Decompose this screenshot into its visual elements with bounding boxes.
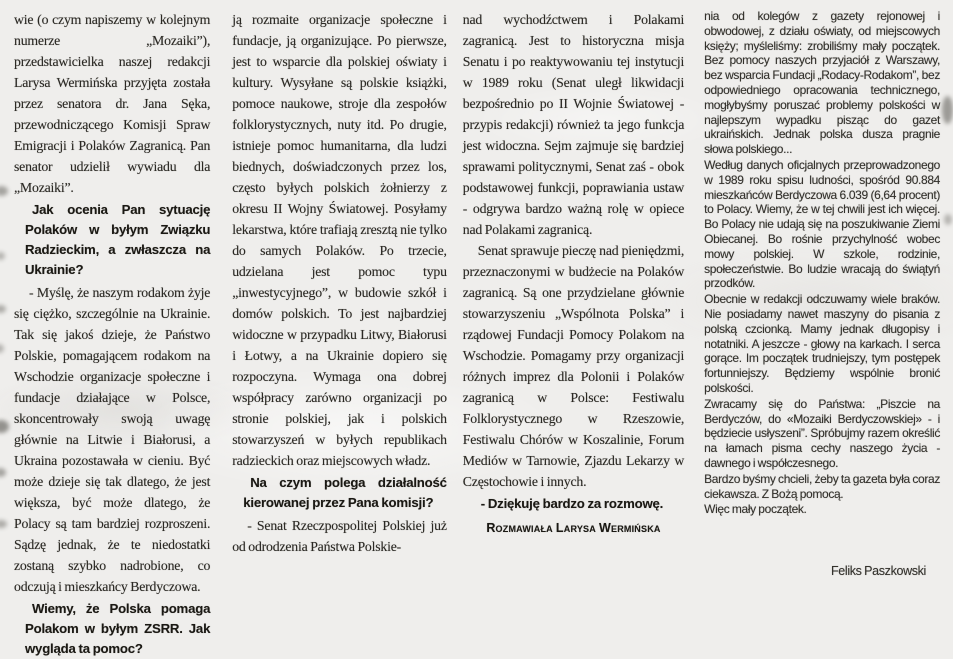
paragraph: nia od kolegów z gazety rejonowej i obwodowej, z działu oświaty, od miejscowych księży; myśleliśmy: zrobiliśmy mały początek. Bez pomocy naszych przyjaciół z Warszawy, bez wsparcia Fundacji „Rodacy-Rodakom”, bez odpowiedniego opracowania technicznego, mogłybyśmy poruszać problemy polskości w najlepszym wypadku pisząc do gazet ukraińskich. Jednak polska dusza pragnie słowa polskiego...: [704, 9, 940, 157]
paragraph-intro: wie (o czym napiszemy w kolejnym numerze „Mozaiki”), przedstawicielka naszej redakcji Larysa Wermińska przyjęta została przez senatora dr. Jana Sęka, przewodniczącego Komisji Spraw Emigracji i Polaków Zagranicą. Pan senator udzielił wywiadu dla „Mozaiki”.: [14, 12, 211, 195]
interview-answer: ją rozmaite organizacje społeczne i fundacje, ją organizujące. Po pierwsze, jest to wsparcie dla polskiej oświaty i kultury. Wysyłane są polskie książki, pomoce naukowe, stroje dla zespołów folklorystycznych, nuty itd. Po drugie, istnieje pomoc humanitarna, dla ludzi biednych, doświadczonych przez los, często byłych polskich żołnierzy z okresu II Wojny Światowej. Posyłamy lekarstwa, które trafiają zresztą nie tylko do samych Polaków. Po trzecie, udzielana jest pomoc typu „inwestycyjnego”, w budowie szkół i domów polskich. To jest najbardziej widoczne w przypadku Litwy, Białorusi i Łotwy, a na Ukrainie dopiero się rozpoczyna. Wymaga ona dobrej współpracy zarówno organizacji po stronie polskiej, jak i polskich stowarzyszeń w byłych republikach radzieckich oraz miejscowych władz.: [232, 12, 447, 468]
byline-author: Feliks Paszkowski: [831, 564, 926, 579]
column-2: [232, 9, 447, 593]
interview-answer: - Myślę, że naszym rodakom żyje się ciężko, szczególnie na Ukrainie. Tak się jakoś dzieje, że Państwo Polskie, pomagającem rodakom na Wschodzie organizacje społeczne i fundacje działające w Polsce, skoncentrowały swoją uwagę głównie na Litwie i Białorusi, a Ukraina pozostawała w cieniu. Być może dzieje się tak dlatego, że jest większa, być może dlatego, że Polacy są tam bardziej rozproszeni. Sądzę jednak, że te niedostatki zostaną szybko nadrobione, co odczują i mieszkańcy Berdyczowa.: [14, 285, 211, 594]
column-1: [14, 9, 211, 656]
interview-question: Jak ocenia Pan sytuację Polaków w byłym Związku Radzieckim, a zwłaszcza na Ukrainie?: [25, 202, 211, 277]
paragraph: Zwracamy się do Państwa: „Piszcie na Berdyczów, do «Mozaiki Berdyczowskiej» - i będziecie usłyszeni”. Spróbujmy razem określić na łamach pisma cechy naszego życia - dawnego i współczesnego.: [704, 396, 940, 470]
interview-question: Wiemy, że Polska pomaga Polakom w byłym ZSRR. Jak wygląda ta pomoc?: [25, 601, 211, 656]
interview-answer: Senat sprawuje pieczę nad pieniędzmi, przeznaczonymi w budżecie na Polaków zagranicą. Są one przydzielane głównie stowarzyszeniu „Wspólnota Polska” i rządowej Fundacji Pomocy Polakom na Wschodzie. Pomagamy przy organizacji różnych imprez dla Polonii i Polaków zagranicą w Polsce: Festiwalu Folklorystycznego w Rzeszowie, Festiwalu Chórów w Koszalinie, Forum Mediów w Tarnowie, Zjazdu Lekarzy w Częstochowie i innych.: [462, 243, 685, 489]
column-3: [463, 9, 684, 593]
interview-answer: - Senat Rzeczpospolitej Polskiej już od odrodzenia Państwa Polskie-: [232, 518, 447, 554]
paragraph: Według danych oficjalnych przeprowadzonego w 1989 roku spisu ludności, spośród 90.884 mieszkańców Berdyczowa 6.039 (6,64 procent) to Polacy. Wiemy, że w tej chwili jest ich więcej. Bo Polacy nie udają się na poszukiwanie Ziemi Obiecanej. Bo rośnie przychylność wobec mowy polskiej. W szkole, rodzinie, społeczeństwie. Bo ludzie wracają do świątyń przodków.: [704, 157, 940, 291]
interview-answer: nad wychodźctwem i Polakami zagranicą. Jest to historyczna misja Senatu i po reaktywowaniu tej instytucji w 1989 roku (Senat uległ likwidacji bezpośrednio po II Wojnie Światowej - przypis redakcji) również ta jego funkcja jest widoczna. Sejm zajmuje się bardziej sprawami politycznymi, Senat zaś - obok podstawowej funkcji, poprawiania ustaw - odgrywa bardzo ważną rolę w opiece nad Polakami zagranicą.: [462, 12, 685, 237]
column-4: [704, 9, 940, 593]
interview-question: Na czym polega działalność kierowanej przez Pana komisji?: [243, 475, 447, 510]
paragraph: Bardzo byśmy chcieli, żeby ta gazeta była coraz ciekawsza. Z Bożą pomocą.: [704, 471, 940, 501]
paragraph: Więc mały początek.: [704, 502, 807, 517]
paragraph: Obecnie w redakcji odczuwamy wiele braków. Nie posiadamy nawet maszyny do pisania z polską czcionką. Mamy jednak długopisy i notatniki. A jeszcze - głowy na karkach. I serca gorące. Im początek trudniejszy, tym postępek fortunniejszy. Będziemy wspólnie bronić polskości.: [704, 292, 940, 395]
closing-line: - Dziękuję bardzo za rozmowę.: [480, 496, 664, 511]
byline-interviewer: Rozmawiała Larysa Wermińska: [486, 521, 661, 535]
